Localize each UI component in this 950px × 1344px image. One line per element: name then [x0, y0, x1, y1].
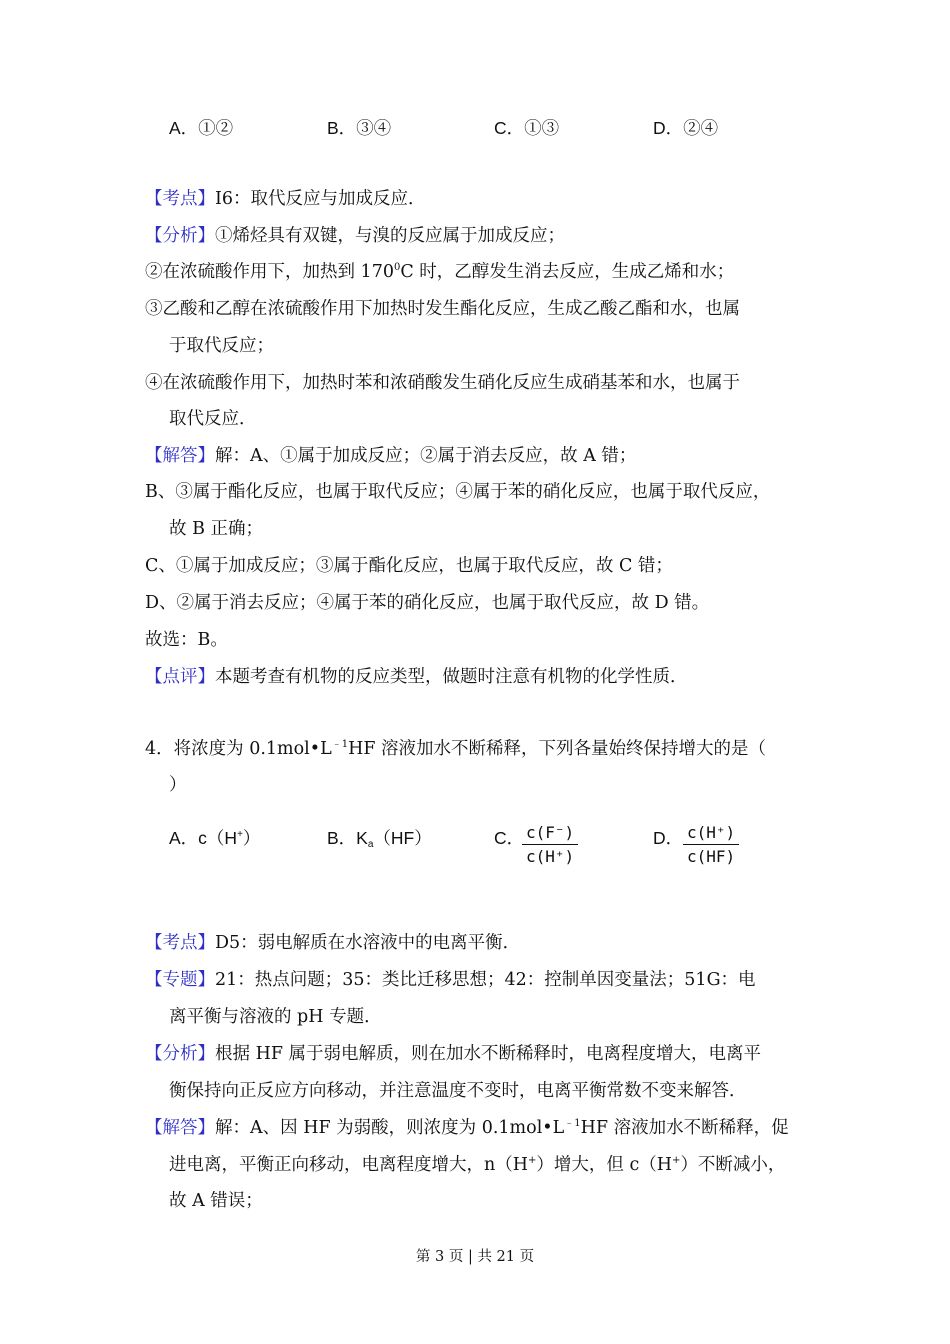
text: （HF）: [373, 828, 432, 848]
label-kaodian: 【考点】: [145, 189, 215, 209]
q3-fenxi-4b: 取代反应．: [169, 409, 257, 429]
q3-fenxi-2: [145, 261, 734, 283]
q3-answer: 故选：B。: [145, 630, 228, 650]
label-kaodian: 【考点】: [145, 933, 215, 953]
q4-option-c-fraction: [522, 823, 578, 866]
superscript: ﹣1: [331, 739, 349, 750]
q3-jieda-2b: 故 B 正确；: [169, 519, 263, 539]
text: 4．将浓度为 0.1mol•L: [145, 739, 332, 759]
text: 本题考查有机物的反应类型，做题时注意有机物的化学性质．: [215, 667, 688, 687]
label-fenxi: 【分析】: [145, 1044, 215, 1064]
denominator: c(HF): [687, 847, 736, 866]
q4-fenxi-2: 衡保持向正反应方向移动，并注意温度不变时，电离平衡常数不变来解答．: [169, 1081, 747, 1101]
q3-jieda-1: [145, 445, 636, 467]
label-dianping: 【点评】: [145, 667, 215, 687]
q3-jieda-2: B、③属于酯化反应，也属于取代反应；④属于苯的硝化反应，也属于取代反应，: [145, 482, 771, 502]
q4-option-a: [169, 827, 260, 849]
denominator: c(H⁺): [526, 847, 575, 866]
text: C 时，乙醇发生消去反应，生成乙烯和水；: [400, 262, 735, 282]
text: A．c（H: [169, 828, 238, 848]
subscript: a: [367, 839, 374, 850]
q3-fenxi-3: ③乙酸和乙醇在浓硫酸作用下加热时发生酯化反应，生成乙酸乙酯和水，也属: [145, 299, 740, 319]
label-jieda: 【解答】: [145, 1118, 215, 1138]
q4-jieda-1: [145, 1117, 789, 1139]
text: 进电离，平衡正向移动，电离程度增大，n（H: [169, 1155, 529, 1175]
superscript: +: [528, 1155, 537, 1166]
label-zhuanti: 【专题】: [145, 970, 215, 990]
text: 解：A、①属于加成反应；②属于消去反应，故 A 错；: [215, 446, 637, 466]
q3-option-c: C．①③: [494, 118, 560, 138]
text: 21：热点问题；35：类比迁移思想；42：控制单因变量法；51G：电: [215, 970, 756, 990]
q3-jieda-4: D、②属于消去反应；④属于苯的硝化反应，也属于取代反应，故 D 错。: [145, 593, 710, 613]
text: HF 溶液加水不断稀释，下列各量始终保持增大的是（: [348, 739, 767, 759]
numerator: c(H⁺): [683, 823, 739, 845]
q4-jieda-3: 故 A 错误；: [169, 1191, 263, 1211]
q4-zhuanti-2: 离平衡与溶液的 pH 专题．: [169, 1007, 382, 1027]
label-fenxi: 【分析】: [145, 226, 215, 246]
q4-fenxi-1: [145, 1043, 761, 1065]
superscript: +: [672, 1155, 681, 1166]
q3-option-a: A．①②: [169, 118, 234, 138]
q3-option-b: B．③④: [327, 118, 392, 138]
q3-dianping: [145, 666, 688, 688]
q3-jieda-3: C、①属于加成反应；③属于酯化反应，也属于取代反应，故 C 错；: [145, 556, 673, 576]
q4-option-b: [327, 827, 432, 849]
text: B．K: [327, 828, 368, 848]
q3-fenxi-3b: 于取代反应；: [169, 336, 274, 356]
text: ）不断减小，: [680, 1155, 786, 1175]
text: 解：A、因 HF 为弱酸，则浓度为 0.1mol•L: [215, 1118, 565, 1138]
label-jieda: 【解答】: [145, 446, 215, 466]
kaodian-text: I6：取代反应与加成反应．: [215, 189, 426, 209]
page-footer: 第 3 页 | 共 21 页: [415, 1249, 535, 1265]
superscript: 0: [393, 262, 401, 273]
fenxi-text: ①烯烃具有双键，与溴的反应属于加成反应；: [215, 226, 565, 246]
q4-stem-end: ）: [169, 775, 187, 795]
q4-option-c-label: C．: [494, 828, 525, 848]
text: 根据 HF 属于弱电解质，则在加水不断稀释时，电离程度增大，电离平: [215, 1044, 762, 1064]
text: ）: [242, 828, 261, 848]
superscript: ﹣1: [564, 1118, 581, 1129]
q4-stem: [145, 738, 766, 760]
text: HF 溶液加水不断稀释，促: [580, 1118, 789, 1138]
q4-option-d-fraction: [683, 823, 739, 866]
numerator: c(F⁻): [522, 823, 578, 845]
q3-kaodian: [145, 188, 426, 210]
q3-option-d: D．②④: [653, 118, 719, 138]
q4-option-d-label: D．: [653, 828, 684, 848]
q3-fenxi-4: ④在浓硫酸作用下，加热时苯和浓硝酸发生硝化反应生成硝基苯和水，也属于: [145, 373, 740, 393]
q4-jieda-2: [169, 1154, 785, 1176]
q4-zhuanti-1: [145, 969, 756, 991]
superscript: +: [237, 829, 243, 840]
q4-kaodian: [145, 932, 520, 954]
text: ②在浓硫酸作用下，加热到 170: [145, 262, 394, 282]
text: D5：弱电解质在水溶液中的电离平衡．: [215, 933, 521, 953]
text: ）增大，但 c（H: [536, 1155, 673, 1175]
q3-fenxi-1: [145, 225, 565, 247]
